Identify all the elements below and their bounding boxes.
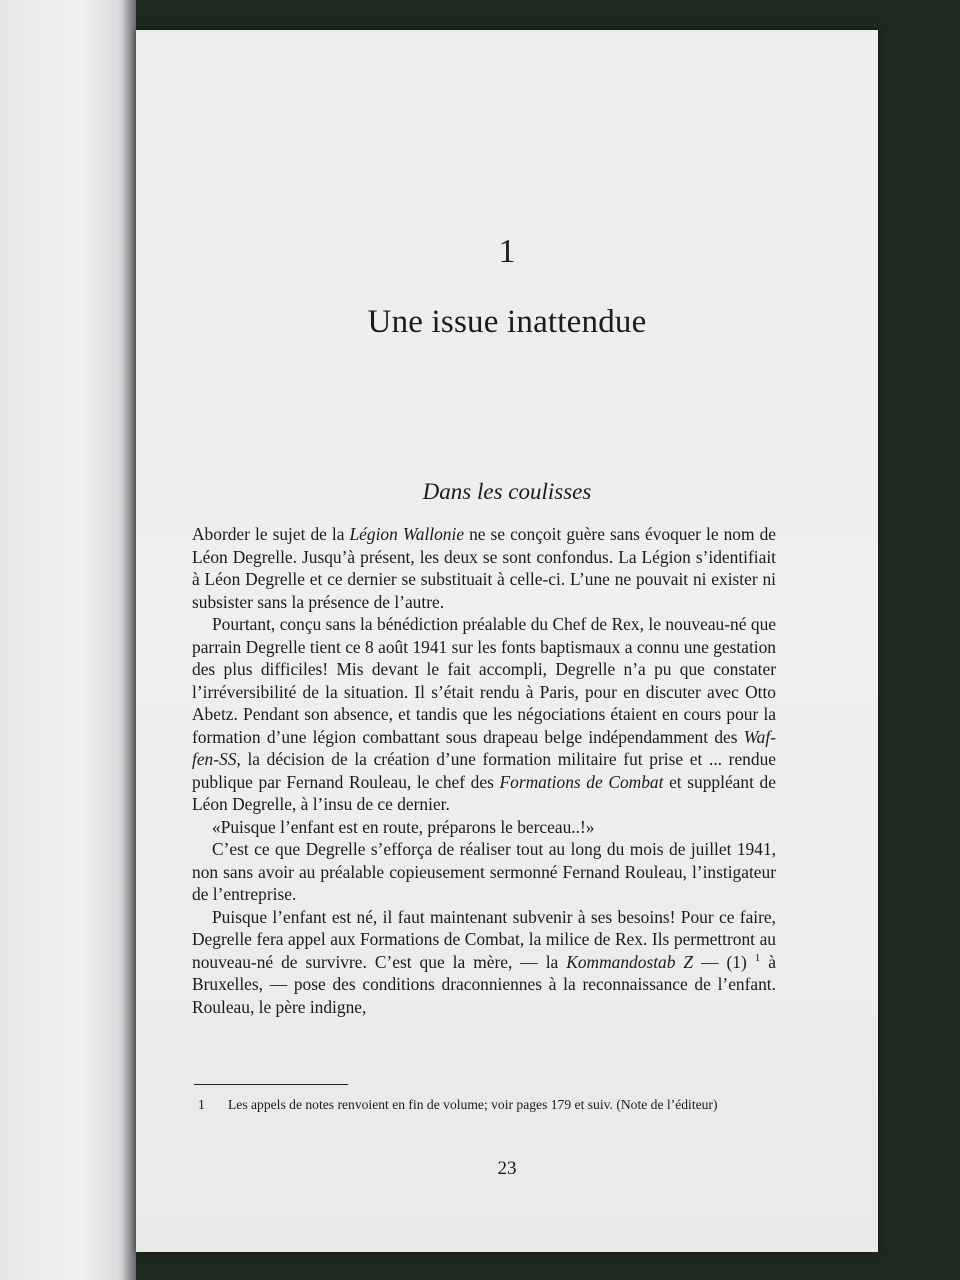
page-number: 23 [497,1158,517,1179]
footnote-text: Les appels de notes renvoient en fin de volume; voir pages 179 et suiv. (Note de l’éditeur) [228,1097,718,1112]
italic-term: Kommandostab Z [566,951,694,972]
italic-term: Formations de Combat [499,771,664,792]
page-gutter-shadow [118,0,136,1280]
paragraph-2: Pourtant, conçu sans la bénédiction préalable du Chef de Rex, le nouveau-né que parrain Degrelle tient ce 8 août 1941 sur les fonts baptismaux a connu une gestation des plus difficiles! Mis devant le fait accompli, Degrelle n’a pu que constater l’irréversibilité de la situation. Il s’était rendu à Paris, pour en discuter avec Otto Abetz. Pendant son absence, et tandis que les négociations étaient en cours pour la formation d’une légion combattant sous drapeau belge indépendamment des Waf-fen-SS, la décision de la création d’une formation militaire fut prise et ... rendue publique par Fernand Rouleau, le chef des Formations de Combat et suppléant de Léon Degrelle, à l’insu de ce dernier. [192,614,776,814]
book-page [136,30,878,1252]
chapter-number: 1 [498,233,516,270]
facing-page [0,0,136,1280]
italic-term: Légion Wallonie [349,524,465,544]
italic-term: Waf-fen-SS [192,726,776,769]
footnote-reference[interactable]: 1 [754,951,761,964]
section-title: Dans les coulisses [422,479,592,504]
paragraph-3-quote: «Puisque l’enfant est en route, préparons le berceau..!» [212,816,595,837]
footnote-divider [194,1084,348,1085]
footnote [192,1096,778,1113]
footnote-marker: 1 [198,1097,205,1112]
body-text [192,523,776,1018]
paragraph-4: C’est ce que Degrelle s’efforça de réaliser tout au long du mois de juillet 1941, non sans avoir au préalable copieusement sermonné Fernand Rouleau, l’instigateur de l’entreprise. [192,839,776,904]
paragraph-5: Puisque l’enfant est né, il faut maintenant subvenir à ses besoins! Pour ce faire, Degrelle fera appel aux Formations de Combat, la milice de Rex. Ils permettront au nouveau-né de survivre. C’est que la mère, — la Kommandostab Z — (1) $^1$ à Bruxelles, — pose des conditions draconniennes à la reconnaissance de l’enfant. Rouleau, le père indigne, [192,906,776,1017]
chapter-title: Une issue inattendue [367,304,647,340]
paragraph-1: Aborder le sujet de la Légion Wallonie ne se conçoit guère sans évoquer le nom de Léon Degrelle. Jusqu’à présent, les deux se sont confondus. La Légion s’identifiait à Léon Degrelle et ce dernier se substituait à celle-ci. L’une ne pouvait ni exister ni subsister sans la présence de l’autre. [192,524,776,612]
